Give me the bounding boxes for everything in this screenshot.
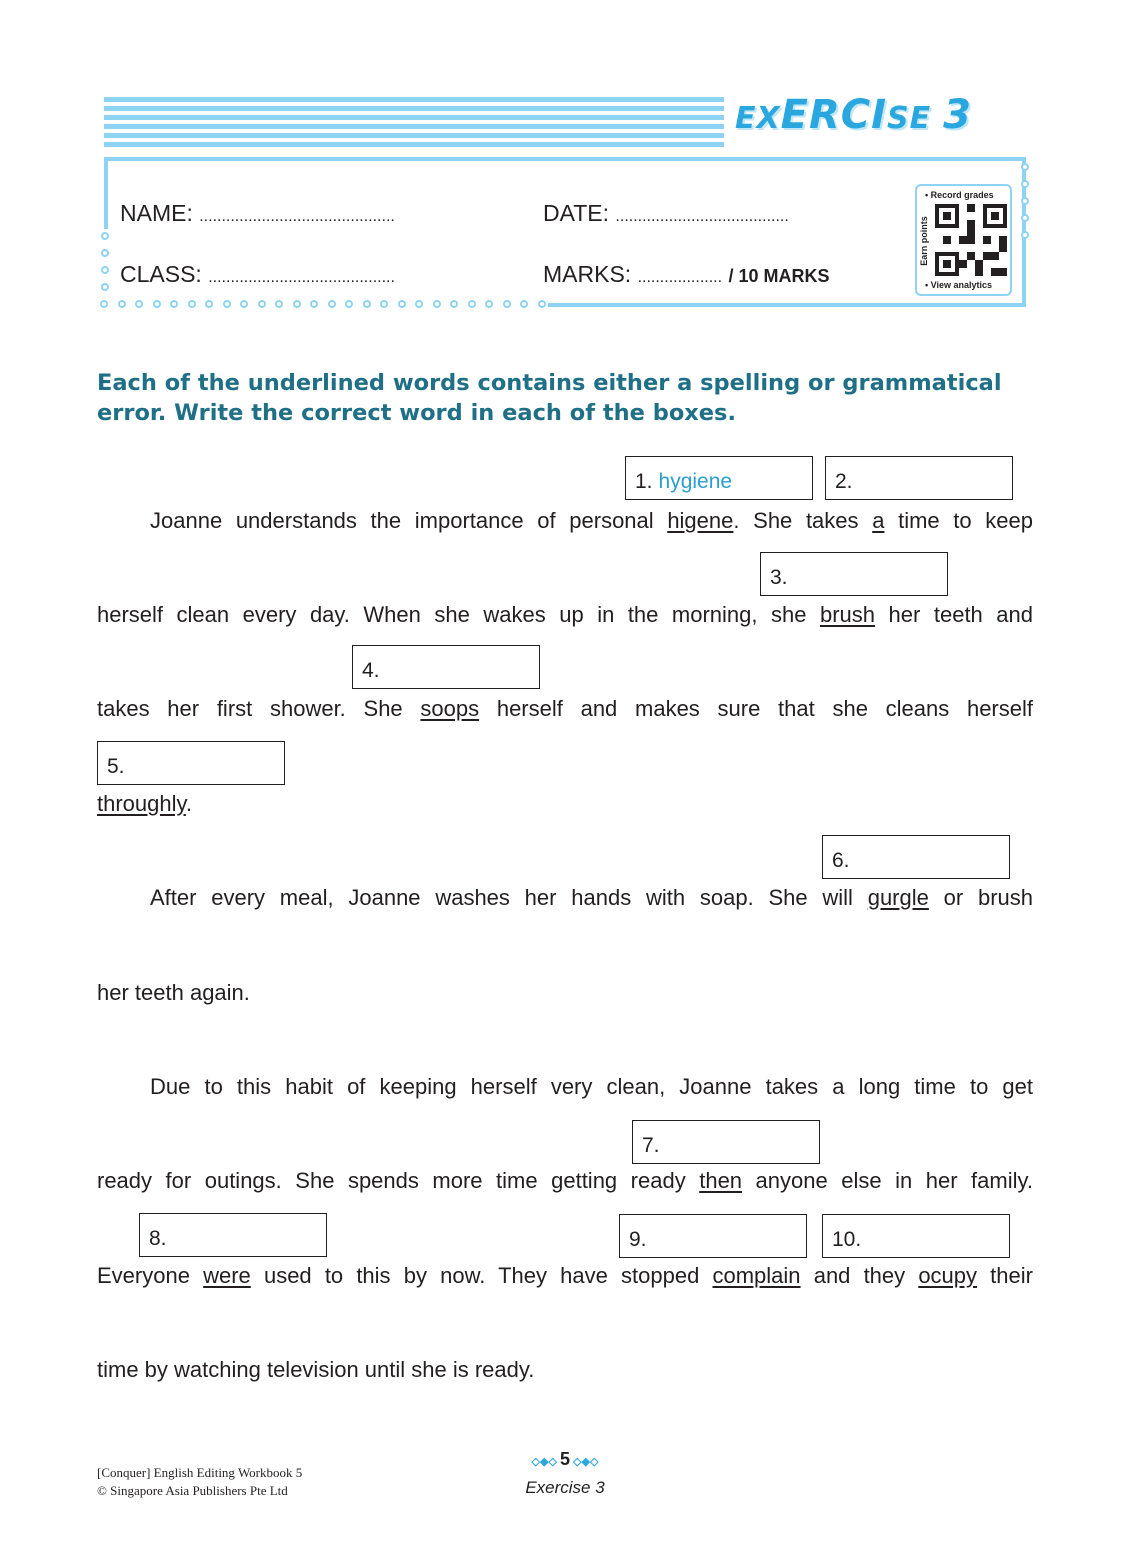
decorative-dot — [345, 300, 353, 308]
date-field[interactable] — [543, 200, 789, 227]
page-number-value: 5 — [559, 1449, 570, 1469]
frame-bottom-line — [548, 303, 1026, 307]
name-label: NAME: — [120, 200, 193, 226]
title-part-2: ERCI — [780, 92, 887, 138]
decorative-dot — [1021, 214, 1029, 222]
qr-earn-points: Earn points — [918, 216, 929, 266]
answer-box-9[interactable] — [619, 1214, 807, 1258]
passage-line-2: herself clean every day. When she wakes up in the morning, she brush her teeth and — [97, 602, 1033, 627]
instructions: Each of the underlined words contains either a spelling or grammatical error. Write the correct word in each of the boxes. — [97, 370, 1002, 426]
decorative-dot — [1021, 180, 1029, 188]
footer-copyright: © Singapore Asia Publishers Pte Ltd — [97, 1483, 288, 1498]
passage-line-6: her teeth again. — [97, 980, 250, 1005]
decorative-dot — [101, 283, 109, 291]
decorative-dot — [1021, 197, 1029, 205]
box-answer-1: hygiene — [658, 470, 733, 493]
box-label-2: 2. — [835, 470, 853, 493]
exercise-number: 3 — [943, 92, 972, 138]
marks-label: MARKS: — [543, 261, 632, 287]
exercise-title — [735, 92, 972, 138]
header-stripes — [104, 97, 724, 157]
answer-box-3[interactable] — [760, 552, 948, 596]
qr-view-analytics: • View analytics — [925, 280, 993, 290]
title-part-3: SE — [887, 101, 932, 136]
marks-field[interactable] — [543, 261, 829, 288]
error-word-9: complain — [712, 1263, 801, 1288]
error-word-7: then — [699, 1168, 743, 1193]
box-label-8: 8. — [149, 1227, 167, 1250]
decorative-dot — [450, 300, 458, 308]
decorative-dot — [240, 300, 248, 308]
decorative-dot — [223, 300, 231, 308]
qr-record-grades: • Record grades — [925, 190, 994, 200]
marks-total: / 10 MARKS — [728, 266, 830, 286]
error-word-8: were — [203, 1263, 251, 1288]
decorative-dot — [363, 300, 371, 308]
error-word-4: soops — [420, 696, 480, 721]
box-label-1: 1. — [635, 470, 653, 493]
decorative-dot — [135, 300, 143, 308]
decorative-dot — [485, 300, 493, 308]
decorative-dot — [293, 300, 301, 308]
box-label-10: 10. — [832, 1228, 862, 1251]
box-label-3: 3. — [770, 566, 788, 589]
decorative-dot — [520, 300, 528, 308]
footer-book-title: [Conquer] English Editing Workbook 5 — [97, 1465, 303, 1480]
decorative-dot — [415, 300, 423, 308]
error-word-2: a — [872, 508, 885, 533]
footer-credits — [97, 1464, 302, 1500]
decorative-dot — [468, 300, 476, 308]
date-label: DATE: — [543, 200, 610, 226]
answer-box-5[interactable] — [97, 741, 285, 785]
error-word-10: ocupy — [918, 1263, 978, 1288]
decorative-dot — [328, 300, 336, 308]
decorative-dot — [433, 300, 441, 308]
decorative-dot — [205, 300, 213, 308]
answer-box-8[interactable] — [139, 1213, 327, 1257]
qr-code-icon — [935, 204, 1007, 276]
decorative-dot — [503, 300, 511, 308]
passage-line-7: Due to this habit of keeping herself very clean, Joanne takes a long time to get — [150, 1074, 1033, 1099]
qr-code-panel[interactable] — [915, 184, 1012, 296]
passage-line-10: time by watching television until she is ready. — [97, 1357, 535, 1382]
class-label: CLASS: — [120, 261, 202, 287]
diamond-ornament-right: ◇◆◇ — [570, 1456, 599, 1468]
error-word-6: gurgle — [867, 885, 929, 910]
name-dots: ............................................ — [199, 208, 395, 225]
decorative-dot — [258, 300, 266, 308]
error-word-3: brush — [820, 602, 876, 627]
box-label-4: 4. — [362, 659, 380, 682]
frame-top-line — [104, 157, 1024, 161]
passage-line-4: throughly. — [97, 791, 192, 816]
frame-left-line — [104, 157, 108, 229]
title-part-1: EX — [735, 101, 781, 136]
passage-line-5: After every meal, Joanne washes her hands with soap. She will gurgle or brush — [150, 885, 1033, 910]
box-label-6: 6. — [832, 849, 850, 872]
footer-exercise: Exercise 3 — [525, 1478, 605, 1497]
decorative-dot — [188, 300, 196, 308]
decorative-dot — [275, 300, 283, 308]
passage-line-9: Everyone were used to this by now. They have stopped complain and they ocupy their — [97, 1263, 1033, 1288]
decorative-dot — [380, 300, 388, 308]
answer-box-6[interactable] — [822, 835, 1010, 879]
box-label-9: 9. — [629, 1228, 647, 1251]
decorative-dot — [538, 300, 546, 308]
decorative-dot — [101, 266, 109, 274]
answer-box-2[interactable] — [825, 456, 1013, 500]
date-dots: ....................................... — [615, 208, 789, 225]
decorative-dot — [100, 300, 108, 308]
page-number — [530, 1449, 600, 1470]
error-word-5: throughly — [97, 791, 186, 816]
decorative-dot — [398, 300, 406, 308]
decorative-dot — [101, 232, 109, 240]
decorative-dot — [101, 249, 109, 257]
error-word-1: higene — [667, 508, 734, 533]
passage-line-3: takes her first shower. She soops herself and makes sure that she cleans herself — [97, 696, 1033, 721]
decorative-dot — [1021, 163, 1029, 171]
passage-line-8: ready for outings. She spends more time getting ready then anyone else in her family. — [97, 1168, 1033, 1193]
decorative-dot — [118, 300, 126, 308]
box-label-5: 5. — [107, 755, 125, 778]
decorative-dot — [170, 300, 178, 308]
answer-box-1[interactable] — [625, 456, 813, 500]
passage-line-1: Joanne understands the importance of personal higene. She takes a time to keep — [150, 508, 1033, 533]
decorative-dot — [310, 300, 318, 308]
answer-box-4[interactable] — [352, 645, 540, 689]
marks-dots: ................... — [637, 269, 723, 286]
decorative-dot — [1021, 231, 1029, 239]
answer-box-10[interactable] — [822, 1214, 1010, 1258]
answer-box-7[interactable] — [632, 1120, 820, 1164]
decorative-dot — [153, 300, 161, 308]
name-field[interactable] — [120, 200, 395, 227]
class-field[interactable] — [120, 261, 395, 288]
diamond-ornament-left: ◇◆◇ — [531, 1456, 560, 1468]
box-label-7: 7. — [642, 1134, 660, 1157]
class-dots: .......................................... — [208, 269, 395, 286]
